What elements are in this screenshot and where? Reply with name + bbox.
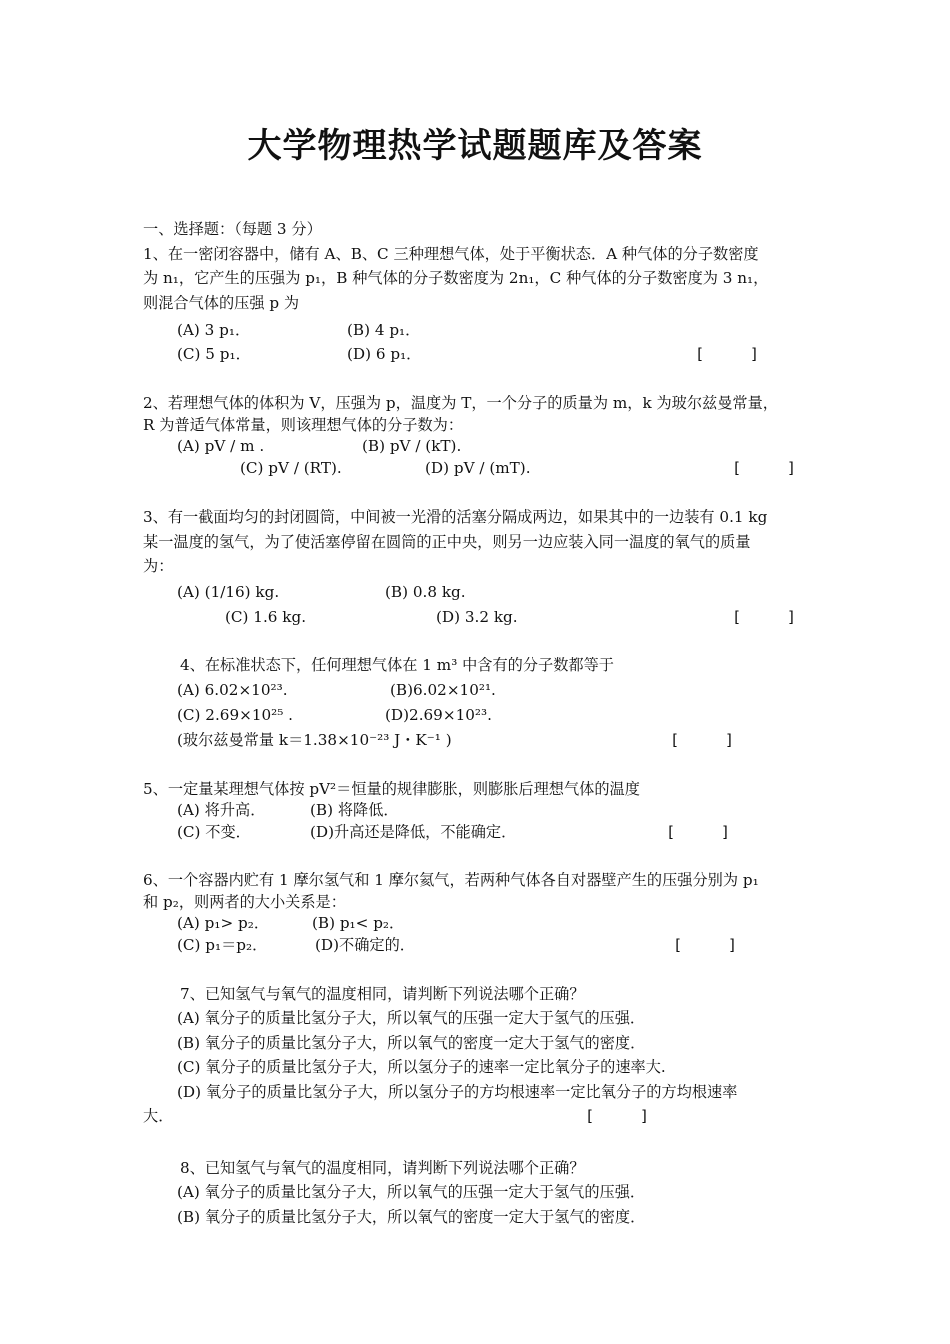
q4-option-a: (A) 6.02×10²³.: [177, 681, 288, 699]
q2-stem-line-1: 2、若理想气体的体积为 V，压强为 p，温度为 T，一个分子的质量为 m，k 为玻尔兹曼常量，: [143, 394, 778, 412]
q1-option-d: (D) 6 p₁．: [347, 345, 422, 363]
q3-stem-line-3: 为：: [143, 557, 174, 575]
q2-stem-line-2: R 为普适气体常量，则该理想气体的分子数为：: [143, 416, 464, 434]
q3-option-b: (B) 0.8 kg.: [385, 583, 466, 601]
q2-option-d: (D) pV / (mT).: [425, 459, 531, 477]
q8-stem-line-1: 8、已知氢气与氧气的温度相同，请判断下列说法哪个正确？: [180, 1159, 585, 1177]
q3-stem-line-1: 3、有一截面均匀的封闭圆筒，中间被一光滑的活塞分隔成两边，如果其中的一边装有 0.1 kg: [143, 508, 768, 526]
q1-stem-line-1: 1、在一密闭容器中，储有 A、B、C 三种理想气体，处于平衡状态．A 种气体的分子数密度: [143, 245, 759, 263]
q1-answer-bracket: [ ]: [695, 345, 760, 363]
q7-answer-bracket: [ ]: [585, 1107, 650, 1125]
q3-option-a: (A) (1/16) kg.: [177, 583, 280, 601]
q7-stem-line-1: 7、已知氢气与氧气的温度相同，请判断下列说法哪个正确？: [180, 985, 585, 1003]
page-title: 大学物理热学试题题库及答案: [247, 126, 703, 166]
q7-option-c: (C) 氧分子的质量比氢分子大，所以氢分子的速率一定比氧分子的速率大.: [177, 1058, 666, 1076]
q7-option-a: (A) 氧分子的质量比氢分子大，所以氧气的压强一定大于氢气的压强．: [177, 1009, 646, 1027]
q6-stem-line-1: 6、一个容器内贮有 1 摩尔氢气和 1 摩尔氦气，若两种气体各自对器壁产生的压强分别为 p₁: [143, 871, 759, 889]
q7-option-d-line-2: 大．: [143, 1107, 174, 1125]
q5-option-b: (B) 将降低．: [310, 801, 399, 819]
q1-option-a: (A) 3 p₁．: [177, 321, 251, 339]
section-heading: 一、选择题：（每题 3 分）: [143, 220, 322, 238]
q4-stem-line-1: 4、在标准状态下，任何理想气体在 1 m³ 中含有的分子数都等于: [180, 656, 614, 674]
q4-option-c: (C) 2.69×10²⁵ .: [177, 706, 293, 724]
q4-option-b: (B)6.02×10²¹.: [390, 681, 496, 699]
q1-stem-line-2: 为 n₁，它产生的压强为 p₁，B 种气体的分子数密度为 2n₁，C 种气体的分子数密度为 3 n₁，: [143, 269, 769, 287]
q4-constant-note: (玻尔兹曼常量 k＝1.38×10⁻²³ J・K⁻¹ ): [177, 731, 452, 749]
q5-option-d: (D)升高还是降低，不能确定．: [310, 823, 517, 841]
q5-answer-bracket: [ ]: [666, 823, 731, 841]
q8-option-a: (A) 氧分子的质量比氢分子大，所以氧气的压强一定大于氢气的压强．: [177, 1183, 646, 1201]
q5-option-c: (C) 不变．: [177, 823, 251, 841]
q1-option-b: (B) 4 p₁．: [347, 321, 421, 339]
q8-option-b: (B) 氧分子的质量比氢分子大，所以氧气的密度一定大于氢气的密度．: [177, 1208, 646, 1226]
q6-option-a: (A) p₁> p₂．: [177, 914, 270, 932]
q5-option-a: (A) 将升高．: [177, 801, 266, 819]
q2-answer-bracket: [ ]: [732, 459, 797, 477]
q7-option-d-line-1: (D) 氧分子的质量比氢分子大，所以氢分子的方均根速率一定比氧分子的方均根速率: [177, 1083, 738, 1101]
q2-option-c: (C) pV / (RT).: [240, 459, 342, 477]
q2-option-b: (B) pV / (kT).: [362, 437, 462, 455]
q6-option-b: (B) p₁< p₂．: [312, 914, 405, 932]
q4-option-d: (D)2.69×10²³.: [385, 706, 492, 724]
q6-option-d: (D)不确定的．: [315, 936, 415, 954]
q3-option-c: (C) 1.6 kg.: [225, 608, 307, 626]
q6-stem-line-2: 和 p₂，则两者的大小关系是：: [143, 893, 346, 911]
q1-stem-line-3: 则混合气体的压强 p 为: [143, 294, 300, 312]
q3-answer-bracket: [ ]: [732, 608, 797, 626]
q3-stem-line-2: 某一温度的氢气，为了使活塞停留在圆筒的正中央，则另一边应装入同一温度的氧气的质量: [143, 533, 751, 551]
q2-option-a: (A) pV / m .: [177, 437, 265, 455]
q3-option-d: (D) 3.2 kg.: [436, 608, 518, 626]
q4-answer-bracket: [ ]: [670, 731, 735, 749]
q1-option-c: (C) 5 p₁．: [177, 345, 251, 363]
q5-stem-line-1: 5、一定量某理想气体按 pV²＝恒量的规律膨胀，则膨胀后理想气体的温度: [143, 780, 640, 798]
q6-option-c: (C) p₁＝p₂．: [177, 936, 268, 954]
q7-option-b: (B) 氧分子的质量比氢分子大，所以氧气的密度一定大于氢气的密度．: [177, 1034, 646, 1052]
q6-answer-bracket: [ ]: [673, 936, 738, 954]
